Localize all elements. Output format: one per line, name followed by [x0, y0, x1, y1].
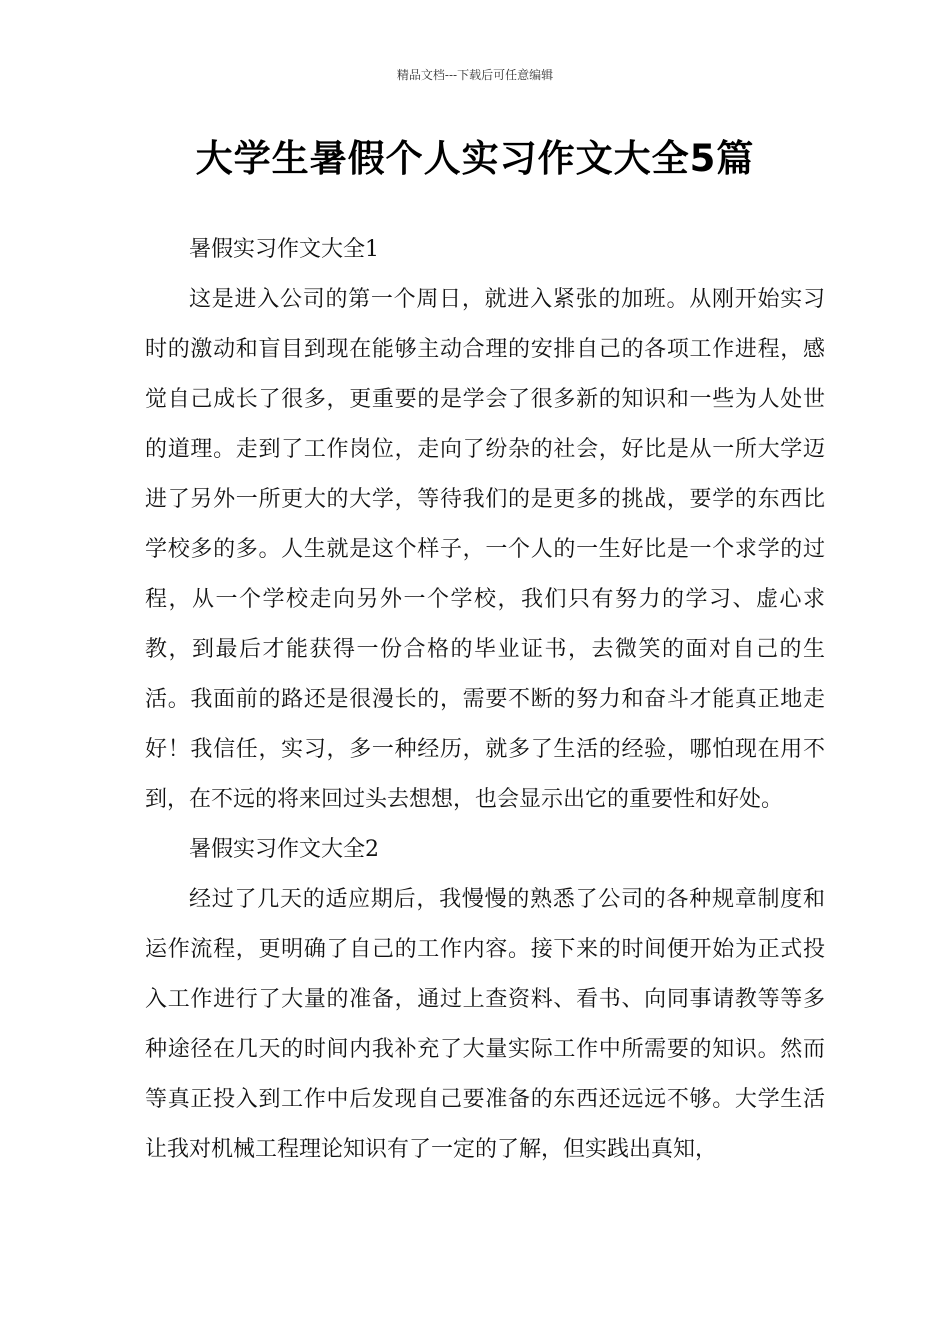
section-paragraph: 这是进入公司的第一个周日，就进入紧张的加班。从刚开始实习时的激动和盲目到现在能够主动合理的安排自己的各项工作进程，感觉自己成长了很多，更重要的是学会了很多新的知识和一些为人处世的道理。走到了工作岗位，走向了纷杂的社会，好比是从一所大学迈进了另外一所更大的大学，等待我们的是更多的挑战，要学的东西比学校多的多。人生就是这个样子，一个人的一生好比是一个求学的过程，从一个学校走向另外一个学校，我们只有努力的学习、虚心求教，到最后才能获得一份合格的毕业证书，去微笑的面对自己的生活。我面前的路还是很漫长的，需要不断的努力和奋斗才能真正地走好！我信任，实习，多一种经历，就多了生活的经验，哪怕现在用不到，在不远的将来回过头去想想，也会显示出它的重要性和好处。 [145, 287, 825, 812]
section-heading: 暑假实习作文大全2 [189, 837, 379, 862]
header-note: 精品文档---下载后可任意编辑 [396, 68, 554, 82]
document-title: 大学生暑假个人实习作文大全5篇 [195, 137, 755, 180]
document-body [145, 225, 825, 1175]
section-heading: 暑假实习作文大全1 [189, 237, 379, 262]
section-paragraph: 经过了几天的适应期后，我慢慢的熟悉了公司的各种规章制度和运作流程，更明确了自己的工作内容。接下来的时间便开始为正式投入工作进行了大量的准备，通过上查资料、看书、向同事请教等等多种途径在几天的时间内我补充了大量实际工作中所需要的知识。然而等真正投入到工作中后发现自己要准备的东西还远远不够。大学生活让我对机械工程理论知识有了一定的了解，但实践出真知， [145, 887, 825, 1162]
